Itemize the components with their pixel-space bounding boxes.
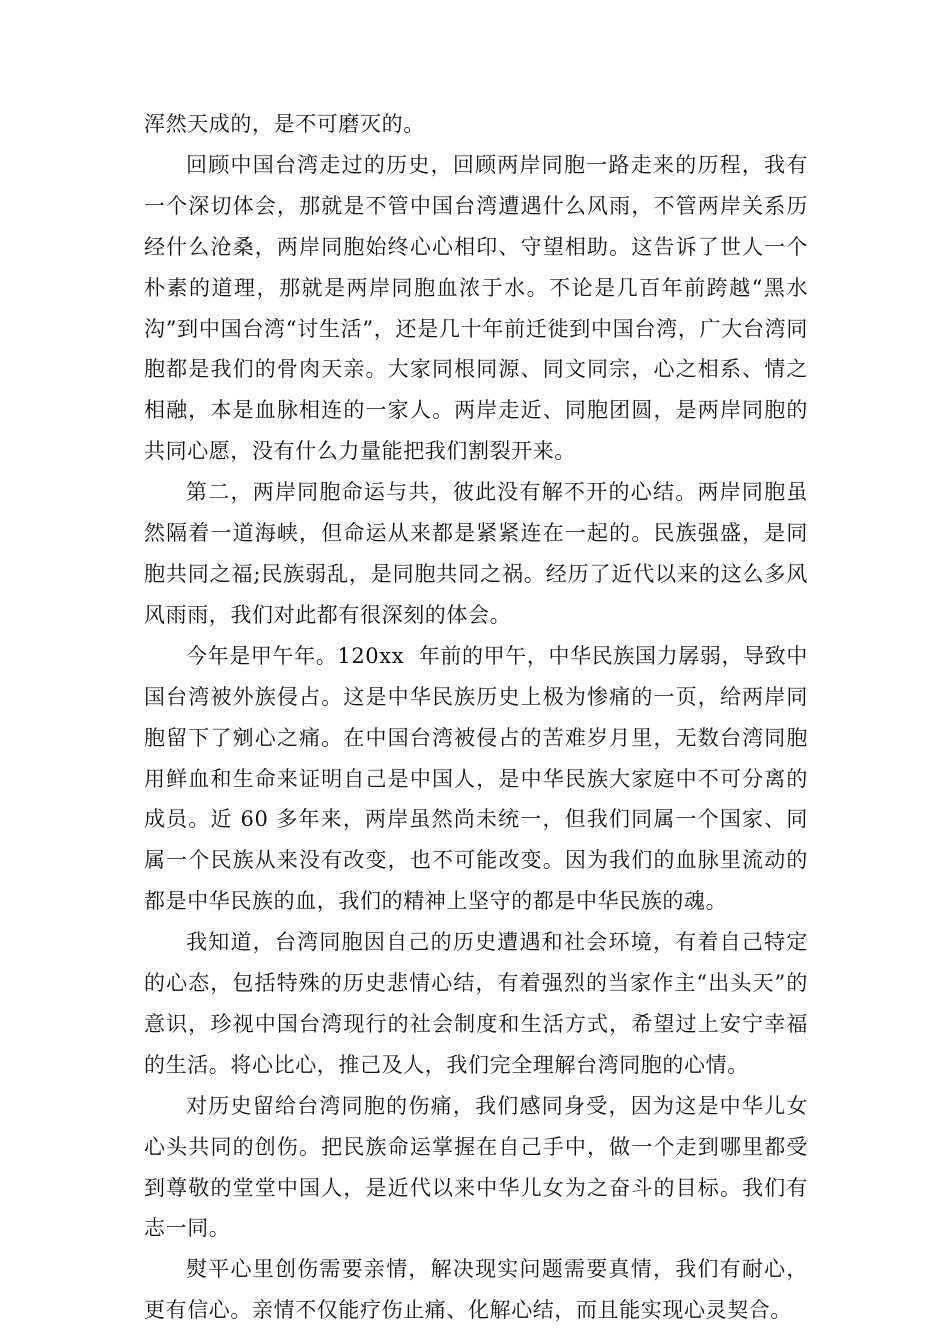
document-body xyxy=(144,104,808,1331)
paragraph-6: 对历史留给台湾同胞的伤痛，我们感同身受，因为这是中华儿女心头共同的创伤。把民族命运掌握在自己手中，做一个走到哪里都受到尊敬的堂堂中国人，是近代以来中华儿女为之奋斗的目标。我们有志一同。 xyxy=(144,1093,808,1241)
paragraph-5: 我知道，台湾同胞因自己的历史遭遇和社会环境，有着自己特定的心态，包括特殊的历史悲情心结，有着强烈的当家作主“出头天”的意识，珍视中国台湾现行的社会制度和生活方式，希望过上安宁幸福的生活。将心比心，推己及人，我们完全理解台湾同胞的心情。 xyxy=(144,930,808,1077)
paragraph-7: 熨平心里创伤需要亲情，解决现实问题需要真情，我们有耐心，更有信心。亲情不仅能疗伤止痛、化解心结，而且能实现心灵契合。 xyxy=(144,1257,808,1323)
paragraph-4: 今年是甲午年。120xx 年前的甲午，中华民族国力孱弱，导致中国台湾被外族侵占。这是中华民族历史上极为惨痛的一页，给两岸同胞留下了剜心之痛。在中国台湾被侵占的苦难岁月里，无数台湾同胞用鲜血和生命来证明自己是中国人，是中华民族大家庭中不可分离的成员。近 60 多年来，两岸虽然尚未统一，但我们同属一个国家、同属一个民族从来没有改变，也不可能改变。因为我们的血脉里流动的都是中华民族的血，我们的精神上坚守的都是中华民族的魂。 xyxy=(144,643,808,914)
paragraph-3: 第二，两岸同胞命运与共，彼此没有解不开的心结。两岸同胞虽然隔着一道海峡，但命运从来都是紧紧连在一起的。民族强盛，是同胞共同之福;民族弱乱，是同胞共同之祸。经历了近代以来的这么多风风雨雨，我们对此都有很深刻的体会。 xyxy=(144,480,808,627)
paragraph-1: 浑然天成的，是不可磨灭的。 xyxy=(144,112,425,136)
paragraph-2: 回顾中国台湾走过的历史，回顾两岸同胞一路走来的历程，我有一个深切体会，那就是不管中国台湾遭遇什么风雨，不管两岸关系历经什么沧桑，两岸同胞始终心心相印、守望相助。这告诉了世人一个朴素的道理，那就是两岸同胞血浓于水。不论是几百年前跨越“黑水沟”到中国台湾“讨生活”，还是几十年前迁徙到中国台湾，广大台湾同胞都是我们的骨肉天亲。大家同根同源、同文同宗，心之相系、情之相融，本是血脉相连的一家人。两岸走近、同胞团圆，是两岸同胞的共同心愿，没有什么力量能把我们割裂开来。 xyxy=(144,152,808,464)
